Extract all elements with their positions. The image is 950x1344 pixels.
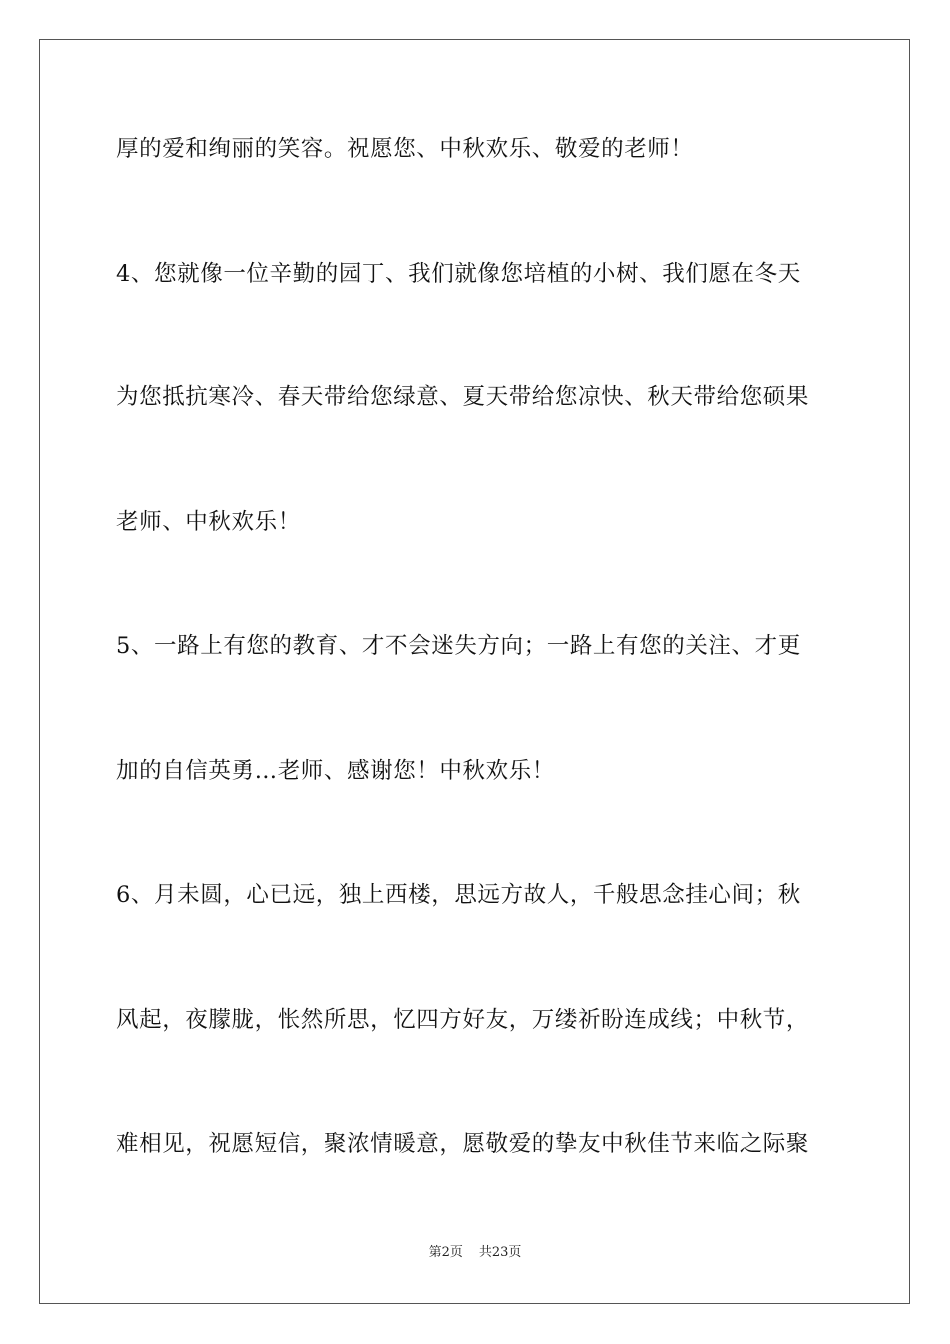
body-text-line: 难相见，祝愿短信，聚浓情暖意，愿敬爱的挚友中秋佳节来临之际聚 bbox=[116, 1131, 810, 1157]
body-text-line: 厚的爱和绚丽的笑容。祝愿您、中秋欢乐、敬爱的老师！ bbox=[116, 136, 694, 162]
body-text-line: 风起，夜朦胧，怅然所思，忆四方好友，万缕祈盼连成线；中秋节， bbox=[116, 1007, 810, 1033]
body-text-line: 加的自信英勇…老师、感谢您！中秋欢乐！ bbox=[116, 758, 555, 784]
body-text-line: 为您抵抗寒冷、春天带给您绿意、夏天带给您凉快、秋天带给您硕果 bbox=[116, 384, 810, 410]
body-text-line: 4、您就像一位辛勤的园丁、我们就像您培植的小树、我们愿在冬天 bbox=[116, 261, 801, 287]
body-text-line: 6、月未圆，心已远，独上西楼，思远方故人，千般思念挂心间；秋 bbox=[116, 882, 801, 908]
body-text-line: 老师、中秋欢乐！ bbox=[116, 509, 301, 535]
page-footer bbox=[0, 1244, 950, 1262]
page-border bbox=[39, 39, 910, 1304]
page-total: 共23页 bbox=[478, 1245, 522, 1260]
page-number: 第2页 bbox=[428, 1245, 463, 1260]
body-text-line: 5、一路上有您的教育、才不会迷失方向；一路上有您的关注、才更 bbox=[116, 633, 801, 659]
